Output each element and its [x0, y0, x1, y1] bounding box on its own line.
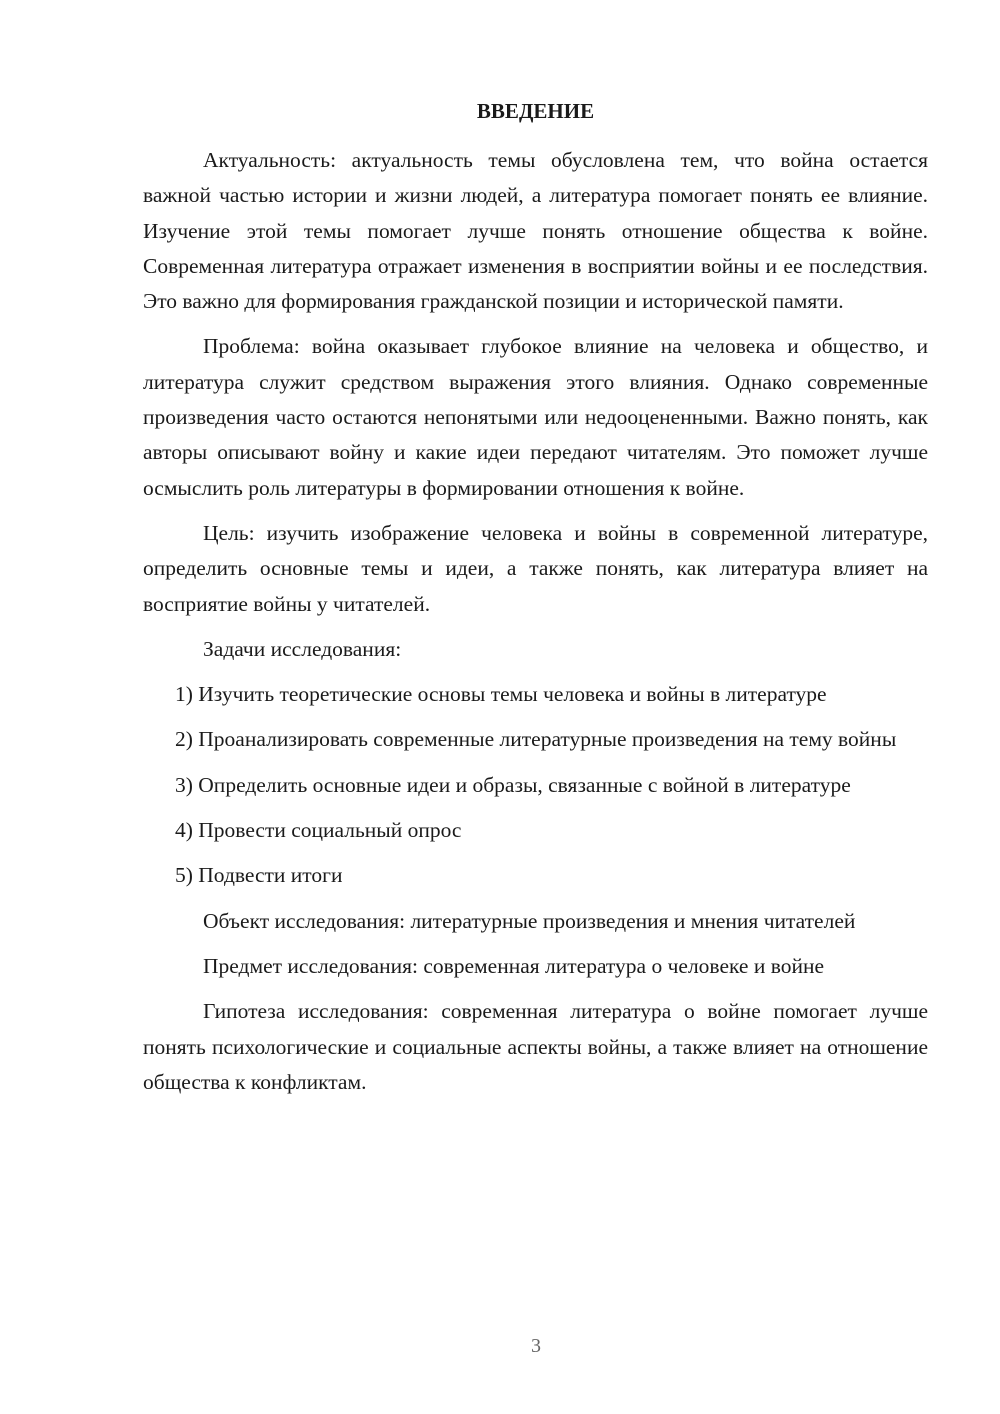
paragraph-object: Объект исследования: литературные произведения и мнения читателей — [203, 908, 856, 933]
paragraph-hypothesis: Гипотеза исследования: современная литература о войне помогает лучше понять психологические и социальные аспекты войны, а также влияет на отношение общества к конфликтам. — [143, 999, 928, 1094]
tasks-heading: Задачи исследования: — [203, 636, 402, 661]
paragraph-problem: Проблема: война оказывает глубокое влияние на человека и общество, и литература служит средством выражения этого влияния. Однако современные произведения часто остаются непонятыми или недооцененными. Важно понять, как авторы описывают войну и какие идеи передают читателям. Это поможет лучше осмыслить роль литературы в формировании отношения к войне. — [143, 334, 928, 500]
paragraph-goal: Цель: изучить изображение человека и войны в современной литературе, определить основные темы и идеи, а также понять, как литература влияет на восприятие войны у читателей. — [143, 520, 928, 616]
task-item: 3) Определить основные идеи и образы, связанные с войной в литературе — [175, 772, 851, 797]
document-body — [143, 143, 928, 1110]
task-item: 1) Изучить теоретические основы темы человека и войны в литературе — [175, 682, 827, 707]
task-item: 5) Подвести итоги — [175, 863, 343, 888]
page-number: 3 — [531, 1335, 541, 1357]
task-item: 2) Проанализировать современные литературные произведения на тему войны — [175, 727, 897, 752]
paragraph-subject: Предмет исследования: современная литература о человеке и войне — [203, 953, 825, 978]
page-title: ВВЕДЕНИЕ — [476, 99, 595, 123]
task-item: 4) Провести социальный опрос — [175, 818, 462, 843]
paragraph-relevance: Актуальность: актуальность темы обусловлена тем, что война остается важной частью истории и жизни людей, а литература помогает понять ее влияние. Изучение этой темы помогает лучше понять отношение общества к войне. Современная литература отражает изменения в восприятии войны и ее последствия. Это важно для формирования гражданской позиции и исторической памяти. — [143, 148, 928, 314]
